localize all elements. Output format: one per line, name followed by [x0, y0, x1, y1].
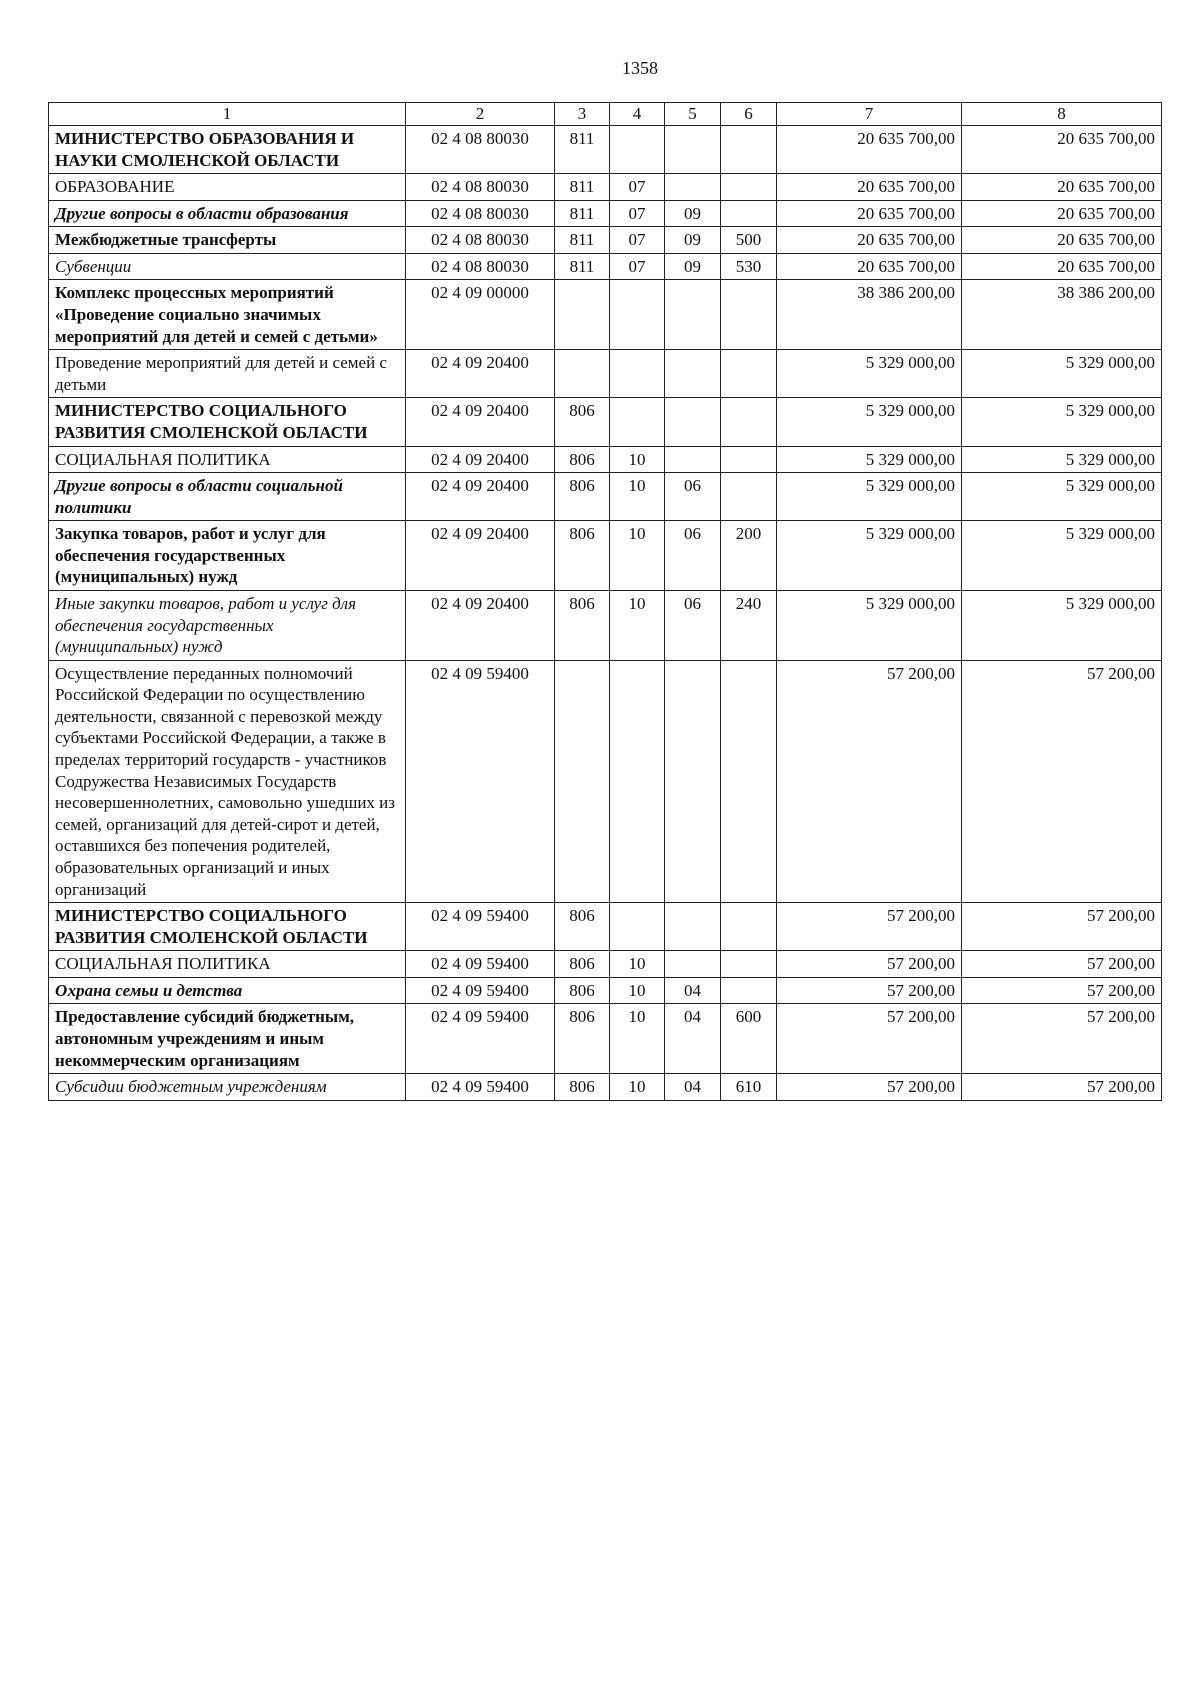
column-header: 3 — [555, 103, 610, 126]
ministry-code: 811 — [555, 126, 610, 174]
table-row — [49, 473, 1162, 521]
section-code: 10 — [610, 446, 665, 473]
row-name: Охрана семьи и детства — [49, 977, 406, 1004]
target-article-code: 02 4 08 80030 — [406, 174, 555, 201]
ministry-code: 806 — [555, 951, 610, 978]
ministry-code: 806 — [555, 903, 610, 951]
amount-year-2: 5 329 000,00 — [962, 446, 1162, 473]
amount-year-2: 5 329 000,00 — [962, 590, 1162, 660]
section-code — [610, 350, 665, 398]
target-article-code: 02 4 09 59400 — [406, 1004, 555, 1074]
subsection-code: 09 — [665, 253, 721, 280]
section-code: 10 — [610, 521, 665, 591]
section-code: 10 — [610, 977, 665, 1004]
budget-table — [48, 102, 1162, 1101]
section-code: 10 — [610, 473, 665, 521]
column-header: 2 — [406, 103, 555, 126]
target-article-code: 02 4 08 80030 — [406, 200, 555, 227]
table-row — [49, 951, 1162, 978]
subsection-code — [665, 660, 721, 902]
target-article-code: 02 4 09 59400 — [406, 903, 555, 951]
section-code: 07 — [610, 200, 665, 227]
amount-year-1: 20 635 700,00 — [777, 253, 962, 280]
table-row — [49, 126, 1162, 174]
target-article-code: 02 4 09 20400 — [406, 521, 555, 591]
amount-year-1: 57 200,00 — [777, 903, 962, 951]
amount-year-1: 20 635 700,00 — [777, 126, 962, 174]
row-name: МИНИСТЕРСТВО СОЦИАЛЬНОГО РАЗВИТИЯ СМОЛЕНСКОЙ ОБЛАСТИ — [49, 398, 406, 446]
table-row — [49, 350, 1162, 398]
table-row — [49, 398, 1162, 446]
expense-type-code — [721, 977, 777, 1004]
table-row — [49, 253, 1162, 280]
expense-type-code — [721, 126, 777, 174]
column-header: 6 — [721, 103, 777, 126]
subsection-code: 09 — [665, 200, 721, 227]
target-article-code: 02 4 08 80030 — [406, 227, 555, 254]
amount-year-2: 38 386 200,00 — [962, 280, 1162, 350]
column-header: 8 — [962, 103, 1162, 126]
section-code — [610, 126, 665, 174]
ministry-code: 806 — [555, 521, 610, 591]
subsection-code — [665, 446, 721, 473]
section-code: 10 — [610, 951, 665, 978]
ministry-code: 811 — [555, 227, 610, 254]
subsection-code — [665, 126, 721, 174]
amount-year-2: 5 329 000,00 — [962, 521, 1162, 591]
amount-year-2: 57 200,00 — [962, 951, 1162, 978]
amount-year-2: 20 635 700,00 — [962, 126, 1162, 174]
table-row — [49, 1004, 1162, 1074]
row-name: Межбюджетные трансферты — [49, 227, 406, 254]
ministry-code: 811 — [555, 174, 610, 201]
row-name: СОЦИАЛЬНАЯ ПОЛИТИКА — [49, 951, 406, 978]
expense-type-code — [721, 200, 777, 227]
amount-year-2: 57 200,00 — [962, 903, 1162, 951]
target-article-code: 02 4 09 20400 — [406, 446, 555, 473]
row-name: Другие вопросы в области социальной политики — [49, 473, 406, 521]
amount-year-1: 5 329 000,00 — [777, 590, 962, 660]
amount-year-1: 57 200,00 — [777, 951, 962, 978]
target-article-code: 02 4 09 20400 — [406, 590, 555, 660]
row-name: Комплекс процессных мероприятий «Проведение социально значимых мероприятий для детей и семей с детьми» — [49, 280, 406, 350]
section-code: 07 — [610, 174, 665, 201]
expense-type-code — [721, 174, 777, 201]
subsection-code — [665, 280, 721, 350]
ministry-code: 806 — [555, 977, 610, 1004]
row-name: ОБРАЗОВАНИЕ — [49, 174, 406, 201]
subsection-code — [665, 174, 721, 201]
table-row — [49, 590, 1162, 660]
subsection-code — [665, 398, 721, 446]
row-name: Осуществление переданных полномочий Российской Федерации по осуществлению деятельности, связанной с перевозкой между субъектами Российской Федерации, а также в пределах территорий государств - участников Содружества Независимых Государств несовершеннолетних, самовольно ушедших из семей, организаций для детей-сирот и детей, оставшихся без попечения родителей, образовательных организаций и иных организаций — [49, 660, 406, 902]
amount-year-2: 20 635 700,00 — [962, 253, 1162, 280]
table-row — [49, 660, 1162, 902]
amount-year-2: 57 200,00 — [962, 977, 1162, 1004]
ministry-code: 811 — [555, 200, 610, 227]
row-name: Предоставление субсидий бюджетным, автономным учреждениям и иным некоммерческим организациям — [49, 1004, 406, 1074]
ministry-code — [555, 660, 610, 902]
section-code — [610, 398, 665, 446]
amount-year-1: 57 200,00 — [777, 1074, 962, 1101]
row-name: Другие вопросы в области образования — [49, 200, 406, 227]
table-row — [49, 227, 1162, 254]
table-row — [49, 903, 1162, 951]
subsection-code — [665, 951, 721, 978]
amount-year-2: 5 329 000,00 — [962, 473, 1162, 521]
amount-year-2: 57 200,00 — [962, 660, 1162, 902]
table-row — [49, 280, 1162, 350]
expense-type-code: 600 — [721, 1004, 777, 1074]
amount-year-1: 38 386 200,00 — [777, 280, 962, 350]
ministry-code: 806 — [555, 1074, 610, 1101]
subsection-code: 04 — [665, 977, 721, 1004]
expense-type-code — [721, 398, 777, 446]
amount-year-1: 57 200,00 — [777, 660, 962, 902]
subsection-code: 06 — [665, 521, 721, 591]
section-code — [610, 280, 665, 350]
target-article-code: 02 4 08 80030 — [406, 253, 555, 280]
subsection-code: 04 — [665, 1074, 721, 1101]
section-code: 10 — [610, 1074, 665, 1101]
table-row — [49, 446, 1162, 473]
ministry-code — [555, 350, 610, 398]
table-row — [49, 977, 1162, 1004]
table-row — [49, 200, 1162, 227]
amount-year-1: 5 329 000,00 — [777, 473, 962, 521]
ministry-code: 806 — [555, 398, 610, 446]
section-code — [610, 903, 665, 951]
table-row — [49, 1074, 1162, 1101]
amount-year-2: 57 200,00 — [962, 1004, 1162, 1074]
section-code: 10 — [610, 1004, 665, 1074]
subsection-code — [665, 903, 721, 951]
subsection-code: 06 — [665, 473, 721, 521]
header-row — [49, 103, 1162, 126]
section-code: 07 — [610, 253, 665, 280]
amount-year-1: 20 635 700,00 — [777, 227, 962, 254]
ministry-code: 806 — [555, 590, 610, 660]
column-header: 7 — [777, 103, 962, 126]
target-article-code: 02 4 09 59400 — [406, 951, 555, 978]
target-article-code: 02 4 09 00000 — [406, 280, 555, 350]
amount-year-1: 5 329 000,00 — [777, 446, 962, 473]
expense-type-code: 530 — [721, 253, 777, 280]
target-article-code: 02 4 09 59400 — [406, 977, 555, 1004]
amount-year-1: 5 329 000,00 — [777, 398, 962, 446]
ministry-code — [555, 280, 610, 350]
row-name: Проведение мероприятий для детей и семей с детьми — [49, 350, 406, 398]
expense-type-code: 500 — [721, 227, 777, 254]
amount-year-2: 20 635 700,00 — [962, 227, 1162, 254]
expense-type-code — [721, 660, 777, 902]
subsection-code: 04 — [665, 1004, 721, 1074]
expense-type-code — [721, 903, 777, 951]
subsection-code: 06 — [665, 590, 721, 660]
row-name: МИНИСТЕРСТВО ОБРАЗОВАНИЯ И НАУКИ СМОЛЕНСКОЙ ОБЛАСТИ — [49, 126, 406, 174]
subsection-code: 09 — [665, 227, 721, 254]
row-name: Субвенции — [49, 253, 406, 280]
amount-year-2: 57 200,00 — [962, 1074, 1162, 1101]
expense-type-code: 240 — [721, 590, 777, 660]
row-name: Субсидии бюджетным учреждениям — [49, 1074, 406, 1101]
column-header: 5 — [665, 103, 721, 126]
expense-type-code: 200 — [721, 521, 777, 591]
amount-year-2: 5 329 000,00 — [962, 398, 1162, 446]
row-name: МИНИСТЕРСТВО СОЦИАЛЬНОГО РАЗВИТИЯ СМОЛЕНСКОЙ ОБЛАСТИ — [49, 903, 406, 951]
amount-year-1: 57 200,00 — [777, 1004, 962, 1074]
row-name: СОЦИАЛЬНАЯ ПОЛИТИКА — [49, 446, 406, 473]
table-row — [49, 521, 1162, 591]
ministry-code: 811 — [555, 253, 610, 280]
amount-year-1: 57 200,00 — [777, 977, 962, 1004]
target-article-code: 02 4 09 59400 — [406, 1074, 555, 1101]
amount-year-1: 20 635 700,00 — [777, 200, 962, 227]
ministry-code: 806 — [555, 473, 610, 521]
amount-year-2: 20 635 700,00 — [962, 200, 1162, 227]
section-code: 10 — [610, 590, 665, 660]
table-row — [49, 174, 1162, 201]
amount-year-1: 5 329 000,00 — [777, 521, 962, 591]
target-article-code: 02 4 09 20400 — [406, 350, 555, 398]
target-article-code: 02 4 09 59400 — [406, 660, 555, 902]
amount-year-2: 5 329 000,00 — [962, 350, 1162, 398]
amount-year-1: 5 329 000,00 — [777, 350, 962, 398]
expense-type-code: 610 — [721, 1074, 777, 1101]
row-name: Закупка товаров, работ и услуг для обеспечения государственных (муниципальных) нужд — [49, 521, 406, 591]
section-code: 07 — [610, 227, 665, 254]
column-header: 1 — [49, 103, 406, 126]
column-header: 4 — [610, 103, 665, 126]
expense-type-code — [721, 280, 777, 350]
target-article-code: 02 4 08 80030 — [406, 126, 555, 174]
page-number: 1358 — [622, 58, 658, 78]
ministry-code: 806 — [555, 1004, 610, 1074]
ministry-code: 806 — [555, 446, 610, 473]
subsection-code — [665, 350, 721, 398]
target-article-code: 02 4 09 20400 — [406, 473, 555, 521]
row-name: Иные закупки товаров, работ и услуг для обеспечения государственных (муниципальных) нужд — [49, 590, 406, 660]
section-code — [610, 660, 665, 902]
expense-type-code — [721, 473, 777, 521]
amount-year-2: 20 635 700,00 — [962, 174, 1162, 201]
expense-type-code — [721, 951, 777, 978]
amount-year-1: 20 635 700,00 — [777, 174, 962, 201]
expense-type-code — [721, 350, 777, 398]
target-article-code: 02 4 09 20400 — [406, 398, 555, 446]
expense-type-code — [721, 446, 777, 473]
